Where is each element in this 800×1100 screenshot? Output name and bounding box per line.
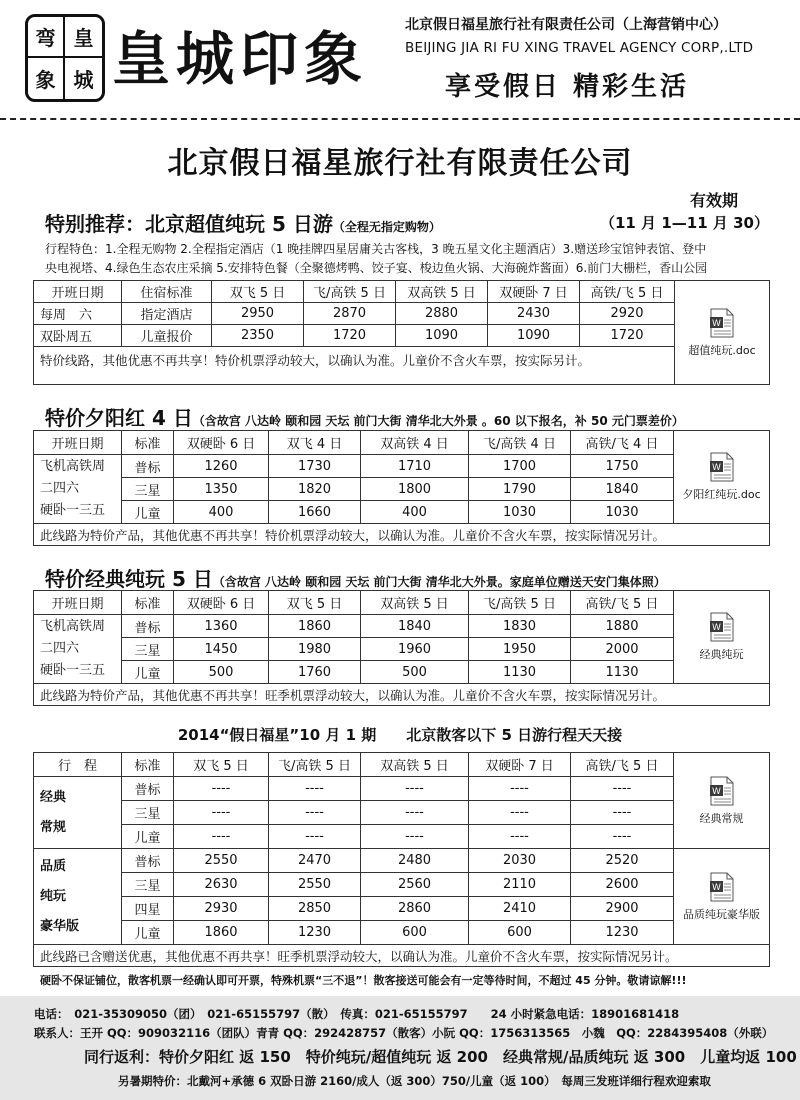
price-cell: ---- <box>571 777 674 801</box>
table-header-row <box>34 753 770 777</box>
price-cell: ---- <box>361 777 469 801</box>
price-cell: 2430 <box>488 303 580 325</box>
svg-text:W: W <box>711 882 721 893</box>
section3-title-text: 特价经典纯玩 5 日 <box>45 567 213 591</box>
row-label: 普标 <box>122 455 174 478</box>
price-cell: 1800 <box>361 478 469 501</box>
price-cell: 1450 <box>174 638 269 661</box>
price-cell: 1130 <box>469 661 571 684</box>
table-header-row <box>34 281 770 303</box>
group-name-line: 豪华版 <box>40 918 80 934</box>
price-cell: 1030 <box>571 501 674 524</box>
price-cell: 1980 <box>269 638 361 661</box>
price-cell: 2350 <box>212 325 304 347</box>
table-row <box>34 303 770 325</box>
price-cell: 1840 <box>361 615 469 638</box>
price-cell: 500 <box>174 661 269 684</box>
row-label: 儿童 <box>122 661 174 684</box>
table-row <box>34 825 770 849</box>
table-row <box>34 801 770 825</box>
column-header: 双高铁 5 日 <box>396 281 488 303</box>
logo-seal <box>25 14 105 102</box>
other-offer: 另暑期特价：北戴河+承德 6 双卧日游 2160/成人（返 300）750/儿童（返 100） 每周三发班详细行程欢迎索取 <box>118 1074 711 1088</box>
table-row <box>34 325 770 347</box>
table-row <box>34 615 770 638</box>
group-name-line: 常规 <box>40 819 67 835</box>
date-cell <box>34 455 122 524</box>
price-cell: 600 <box>469 921 571 945</box>
price-cell: 1860 <box>269 615 361 638</box>
seal-char: 皇 <box>65 17 102 58</box>
table-note: 此线路已含赠送优惠，其他优惠不再共享！旺季机票浮动较大，以确认为准。儿童价不含火车票，按实际情况另计。 <box>34 945 770 967</box>
price-cell: 1660 <box>269 501 361 524</box>
price-cell: ---- <box>469 825 571 849</box>
price-cell: ---- <box>571 801 674 825</box>
feature-line: 行程特色：1.全程无购物 2.全程指定酒店（1 晚挂牌四星居庸关古客栈，3 晚五星文化主题酒店）3.赠送珍宝馆钟表馆、登中 <box>45 242 707 256</box>
section1-features <box>45 240 707 278</box>
date-cell: 每周 六 <box>34 303 122 325</box>
footer-notice: 硬卧不保证铺位，散客机票一经确认即可开票，特殊机票“三不退”！散客接送可能会有一定等待时间，不超过 45 分钟。敬请谅解!!! <box>40 974 687 987</box>
column-header: 开班日期 <box>34 281 122 303</box>
column-header: 飞/高铁 5 日 <box>269 753 361 777</box>
price-cell: 2860 <box>361 897 469 921</box>
column-header: 高铁/飞 5 日 <box>580 281 675 303</box>
table-row <box>34 897 770 921</box>
agency-name-cn: 北京假日福星旅行社有限责任公司（上海营销中心） <box>405 17 727 33</box>
section4-table <box>33 752 770 967</box>
table-header-row <box>34 431 770 455</box>
date-line: 硬卧一三五 <box>40 503 106 518</box>
price-cell: 1820 <box>269 478 361 501</box>
table-row <box>34 777 770 801</box>
group-name-line: 经典 <box>40 789 67 805</box>
svg-text:W: W <box>712 318 721 329</box>
price-cell: 500 <box>361 661 469 684</box>
price-cell: 2110 <box>469 873 571 897</box>
price-cell: 1710 <box>361 455 469 478</box>
price-cell: 2930 <box>174 897 269 921</box>
price-cell: 1860 <box>174 921 269 945</box>
table-header-row <box>34 591 770 615</box>
column-header: 开班日期 <box>34 431 122 455</box>
word-doc-icon <box>709 776 735 806</box>
column-header: 高铁/飞 5 日 <box>571 753 674 777</box>
table-row <box>34 478 770 501</box>
price-cell: ---- <box>174 801 269 825</box>
table-row <box>34 455 770 478</box>
price-cell: 1130 <box>571 661 674 684</box>
date-line: 二四六 <box>40 481 80 496</box>
price-cell: 2030 <box>469 849 571 873</box>
column-header: 双硬卧 7 日 <box>488 281 580 303</box>
row-label: 三星 <box>122 478 174 501</box>
section3-title <box>45 563 666 592</box>
row-label: 儿童 <box>122 921 174 945</box>
price-cell: 1730 <box>269 455 361 478</box>
doc-attachment[interactable] <box>674 591 770 684</box>
column-header: 飞/高铁 5 日 <box>469 591 571 615</box>
price-cell: 1750 <box>571 455 674 478</box>
row-label: 三星 <box>122 801 174 825</box>
column-header: 双硬卧 6 日 <box>174 431 269 455</box>
section3-table <box>33 590 770 706</box>
column-header: 住宿标准 <box>122 281 212 303</box>
price-cell: 2410 <box>469 897 571 921</box>
word-doc-icon <box>709 452 735 482</box>
validity-label: 有效期 <box>690 191 739 210</box>
row-label: 三星 <box>122 873 174 897</box>
column-header: 双飞 5 日 <box>212 281 304 303</box>
price-cell: 1230 <box>571 921 674 945</box>
table-row <box>34 501 770 524</box>
column-header: 双高铁 5 日 <box>361 591 469 615</box>
column-header: 标准 <box>122 431 174 455</box>
table-note: 此线路为特价产品，其他优惠不再共享！特价机票浮动较大，以确认为准。儿童价不含火车票，按实际情况另计。 <box>34 524 770 546</box>
price-cell: ---- <box>361 825 469 849</box>
column-header: 行 程 <box>34 753 122 777</box>
date-line: 飞机高铁周 <box>40 459 106 474</box>
column-header: 双硬卧 6 日 <box>174 591 269 615</box>
price-cell: 1260 <box>174 455 269 478</box>
group-name <box>34 777 122 849</box>
price-cell: 1360 <box>174 615 269 638</box>
price-cell: 1030 <box>469 501 571 524</box>
price-cell: 2600 <box>571 873 674 897</box>
row-label: 儿童 <box>122 825 174 849</box>
price-cell: 2850 <box>269 897 361 921</box>
column-header: 双飞 5 日 <box>174 753 269 777</box>
price-cell: 1350 <box>174 478 269 501</box>
page-title: 北京假日福星旅行社有限责任公司 <box>167 146 633 181</box>
column-header: 双飞 4 日 <box>269 431 361 455</box>
price-cell: 1090 <box>396 325 488 347</box>
price-cell: 1090 <box>488 325 580 347</box>
price-cell: ---- <box>269 825 361 849</box>
column-header: 双硬卧 7 日 <box>469 753 571 777</box>
price-cell: ---- <box>469 801 571 825</box>
seal-char: 象 <box>28 58 65 99</box>
slogan: 享受假日 精彩生活 <box>445 72 690 102</box>
section4-title: 2014“假日福星”10 月 1 期 北京散客以下 5 日游行程天天接 <box>177 726 623 744</box>
section2-subtitle: （含故宫 八达岭 颐和园 天坛 前门大街 清华北大外景 。60 以下报名，补 50 元门票差价） <box>192 414 684 428</box>
svg-text:W: W <box>711 623 721 633</box>
column-header: 标准 <box>122 591 174 615</box>
section3-subtitle: （含故宫 八达岭 颐和园 天坛 前门大街 清华北大外景。家庭单位赠送天安门集体照） <box>212 575 666 589</box>
price-cell: 1790 <box>469 478 571 501</box>
doc-label: 夕阳红纯玩.doc <box>682 488 761 501</box>
section1-table <box>33 280 770 385</box>
column-header: 双高铁 5 日 <box>361 753 469 777</box>
price-cell: 1840 <box>571 478 674 501</box>
note-row <box>34 524 770 546</box>
column-header: 飞/高铁 4 日 <box>469 431 571 455</box>
column-header: 飞/高铁 5 日 <box>304 281 396 303</box>
price-cell: 1230 <box>269 921 361 945</box>
price-cell: 2630 <box>174 873 269 897</box>
feature-line: 央电视塔、4.绿色生态农庄采摘 5.安排特色餐（全聚德烤鸭、饺子宴、梭边鱼火锅、大海碗炸酱面）6.前门大栅栏，香山公园 <box>45 261 708 275</box>
validity-range: （11 月 1—11 月 30） <box>600 214 769 232</box>
table-row <box>34 638 770 661</box>
divider <box>0 118 800 120</box>
row-label: 四星 <box>122 897 174 921</box>
row-label: 儿童报价 <box>122 325 212 347</box>
group-name-line: 品质 <box>40 858 67 874</box>
doc-attachment[interactable] <box>674 753 770 849</box>
row-label: 普标 <box>122 615 174 638</box>
contact-phone: 电话： 021-35309050（团） 021-65155797（散） 传真：021-65155797 24 小时紧急电话：18901681418 <box>34 1007 680 1021</box>
price-cell: 2920 <box>580 303 675 325</box>
logo-text: 皇城印象 <box>112 25 369 93</box>
row-label: 指定酒店 <box>122 303 212 325</box>
note-row <box>34 347 770 385</box>
section2-title <box>45 402 684 431</box>
price-cell: 2560 <box>361 873 469 897</box>
price-cell: 1830 <box>469 615 571 638</box>
section2-table <box>33 430 770 546</box>
price-cell: ---- <box>174 825 269 849</box>
price-cell: 2480 <box>361 849 469 873</box>
price-cell: 2550 <box>269 873 361 897</box>
table-row <box>34 849 770 873</box>
group-name-line: 纯玩 <box>40 888 67 904</box>
note-row <box>34 684 770 706</box>
rebate-info: 同行返利：特价夕阳红 返 150 特价纯玩/超值纯玩 返 200 经典常规/品质纯玩 返 300 儿童均返 100 <box>84 1048 797 1066</box>
section1-title-text: 特别推荐：北京超值纯玩 5 日游 <box>45 212 333 236</box>
doc-label: 经典纯玩 <box>699 648 744 661</box>
price-cell: ---- <box>269 801 361 825</box>
row-label: 普标 <box>122 849 174 873</box>
price-cell: 2520 <box>571 849 674 873</box>
price-cell: 2470 <box>269 849 361 873</box>
date-cell <box>34 615 122 684</box>
column-header: 高铁/飞 4 日 <box>571 431 674 455</box>
table-note: 此线路为特价产品，其他优惠不再共享！旺季机票浮动较大，以确认为准。儿童价不含火车票，按实际情况另计。 <box>34 684 770 706</box>
price-cell: 1700 <box>469 455 571 478</box>
word-doc-icon <box>709 872 735 902</box>
price-cell: 2950 <box>212 303 304 325</box>
date-cell: 双卧周五 <box>34 325 122 347</box>
contact-people: 联系人：王开 QQ：909032116（团队）青青 QQ：292428757（散客）小阮 QQ：1756313565 小魏 QQ：2284395408（外联） <box>34 1026 774 1040</box>
word-doc-icon <box>709 612 735 642</box>
price-cell: 1720 <box>304 325 396 347</box>
price-cell: 400 <box>361 501 469 524</box>
date-line: 飞机高铁周 <box>40 619 106 634</box>
seal-char: 城 <box>73 68 94 92</box>
price-cell: 1960 <box>361 638 469 661</box>
price-cell: 2550 <box>174 849 269 873</box>
svg-text:W: W <box>711 463 721 473</box>
date-line: 硬卧一三五 <box>40 663 106 678</box>
svg-text:W: W <box>711 786 721 797</box>
price-cell: 1720 <box>580 325 675 347</box>
row-label: 儿童 <box>122 501 174 524</box>
price-cell: 2000 <box>571 638 674 661</box>
section2-title-text: 特价夕阳红 4 日 <box>45 406 193 430</box>
table-row <box>34 661 770 684</box>
price-cell: ---- <box>269 777 361 801</box>
price-cell: 600 <box>361 921 469 945</box>
table-note: 特价线路，其他优惠不再共享！特价机票浮动较大，以确认为准。儿童价不含火车票，按实际另计。 <box>34 347 675 385</box>
section1-subtitle: （全程无指定购物） <box>332 220 441 234</box>
price-cell: 2880 <box>396 303 488 325</box>
column-header: 开班日期 <box>34 591 122 615</box>
column-header: 高铁/飞 5 日 <box>571 591 674 615</box>
date-line: 二四六 <box>40 641 80 656</box>
column-header: 双飞 5 日 <box>269 591 361 615</box>
price-cell: 2870 <box>304 303 396 325</box>
doc-label: 经典常规 <box>699 811 744 825</box>
table-row <box>34 921 770 945</box>
price-cell: 1760 <box>269 661 361 684</box>
table-row <box>34 873 770 897</box>
price-cell: 1880 <box>571 615 674 638</box>
row-label: 三星 <box>122 638 174 661</box>
section1-title <box>45 208 441 237</box>
price-cell: ---- <box>469 777 571 801</box>
agency-name-en: BEIJING JIA RI FU XING TRAVEL AGENCY CORP,.LTD <box>405 40 754 56</box>
doc-label: 超值纯玩.doc <box>688 343 756 357</box>
price-cell: 400 <box>174 501 269 524</box>
price-cell: 1950 <box>469 638 571 661</box>
seal-char: 弯 <box>28 17 65 58</box>
doc-attachment[interactable] <box>675 281 770 385</box>
price-cell: 2900 <box>571 897 674 921</box>
doc-attachment[interactable] <box>674 431 770 524</box>
price-cell: ---- <box>571 825 674 849</box>
price-cell: ---- <box>174 777 269 801</box>
row-label: 普标 <box>122 777 174 801</box>
doc-attachment[interactable] <box>674 849 770 945</box>
price-cell: ---- <box>361 801 469 825</box>
doc-label: 品质纯玩豪华版 <box>683 907 760 921</box>
word-doc-icon <box>709 308 735 338</box>
column-header: 标准 <box>122 753 174 777</box>
note-row <box>34 945 770 967</box>
column-header: 双高铁 4 日 <box>361 431 469 455</box>
group-name <box>34 849 122 945</box>
